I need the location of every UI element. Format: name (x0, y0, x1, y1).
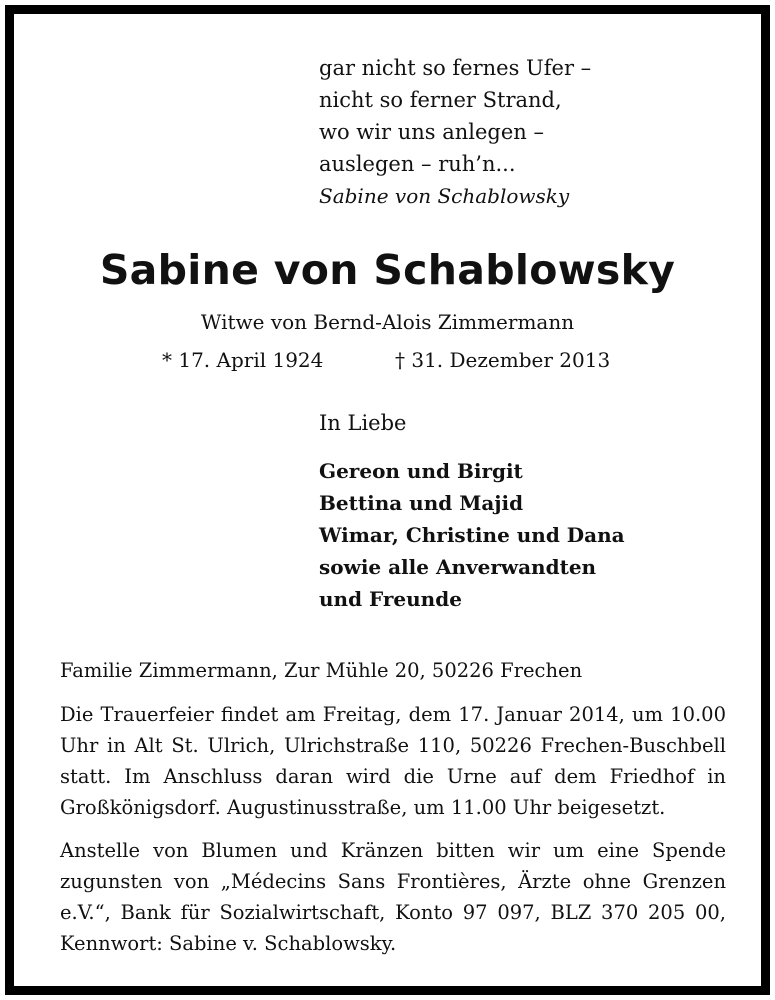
deceased-subtitle: Witwe von Bernd-Alois Zimmermann (200, 310, 575, 334)
obituary-notice (5, 5, 770, 995)
poem-line: wo wir uns anlegen – (319, 120, 544, 144)
donation-paragraph: Anstelle von Blumen und Kränzen bitten wir um eine Spende zugunsten von „Médecins Sans Frontières, Ärzte ohne Grenzen e.V.“, Bank für Sozialwirtschaft, Konto 97 097, BLZ 370 205 00, Kennwort: Sabine v. Schablowsky. (60, 839, 726, 955)
mourner-name: Gereon und Birgit (319, 459, 523, 483)
poem-line: nicht so ferner Strand, (319, 88, 562, 112)
mourner-name: Bettina und Majid (319, 491, 524, 515)
poem-line: gar nicht so fernes Ufer – (319, 56, 592, 80)
mourners-list (319, 455, 625, 615)
mourner-name: Wimar, Christine und Dana (319, 523, 625, 547)
mourner-name: sowie alle Anverwandten (319, 555, 597, 579)
death-date: † 31. Dezember 2013 (395, 348, 611, 372)
birth-date: * 17. April 1924 (162, 348, 324, 372)
funeral-info-paragraph: Die Trauerfeier findet am Freitag, dem 17. Januar 2014, um 10.00 Uhr in Alt St. Ulrich, Ulrichstraße 110, 50226 Frechen-Buschbell statt. Im Anschluss daran wird die Urne auf dem Friedhof in Großkönigsdorf. Augustinusstraße, um 11.00 Uhr beigesetzt. (60, 703, 726, 819)
deceased-name: Sabine von Schablowsky (99, 246, 676, 294)
poem-author: Sabine von Schablowsky (319, 184, 570, 208)
mourning-intro: In Liebe (319, 411, 407, 435)
poem-line: auslegen – ruh’n... (319, 152, 516, 176)
poem (319, 52, 591, 212)
family-address: Familie Zimmermann, Zur Mühle 20, 50226 Frechen (60, 659, 583, 682)
mourner-name: und Freunde (319, 587, 462, 611)
